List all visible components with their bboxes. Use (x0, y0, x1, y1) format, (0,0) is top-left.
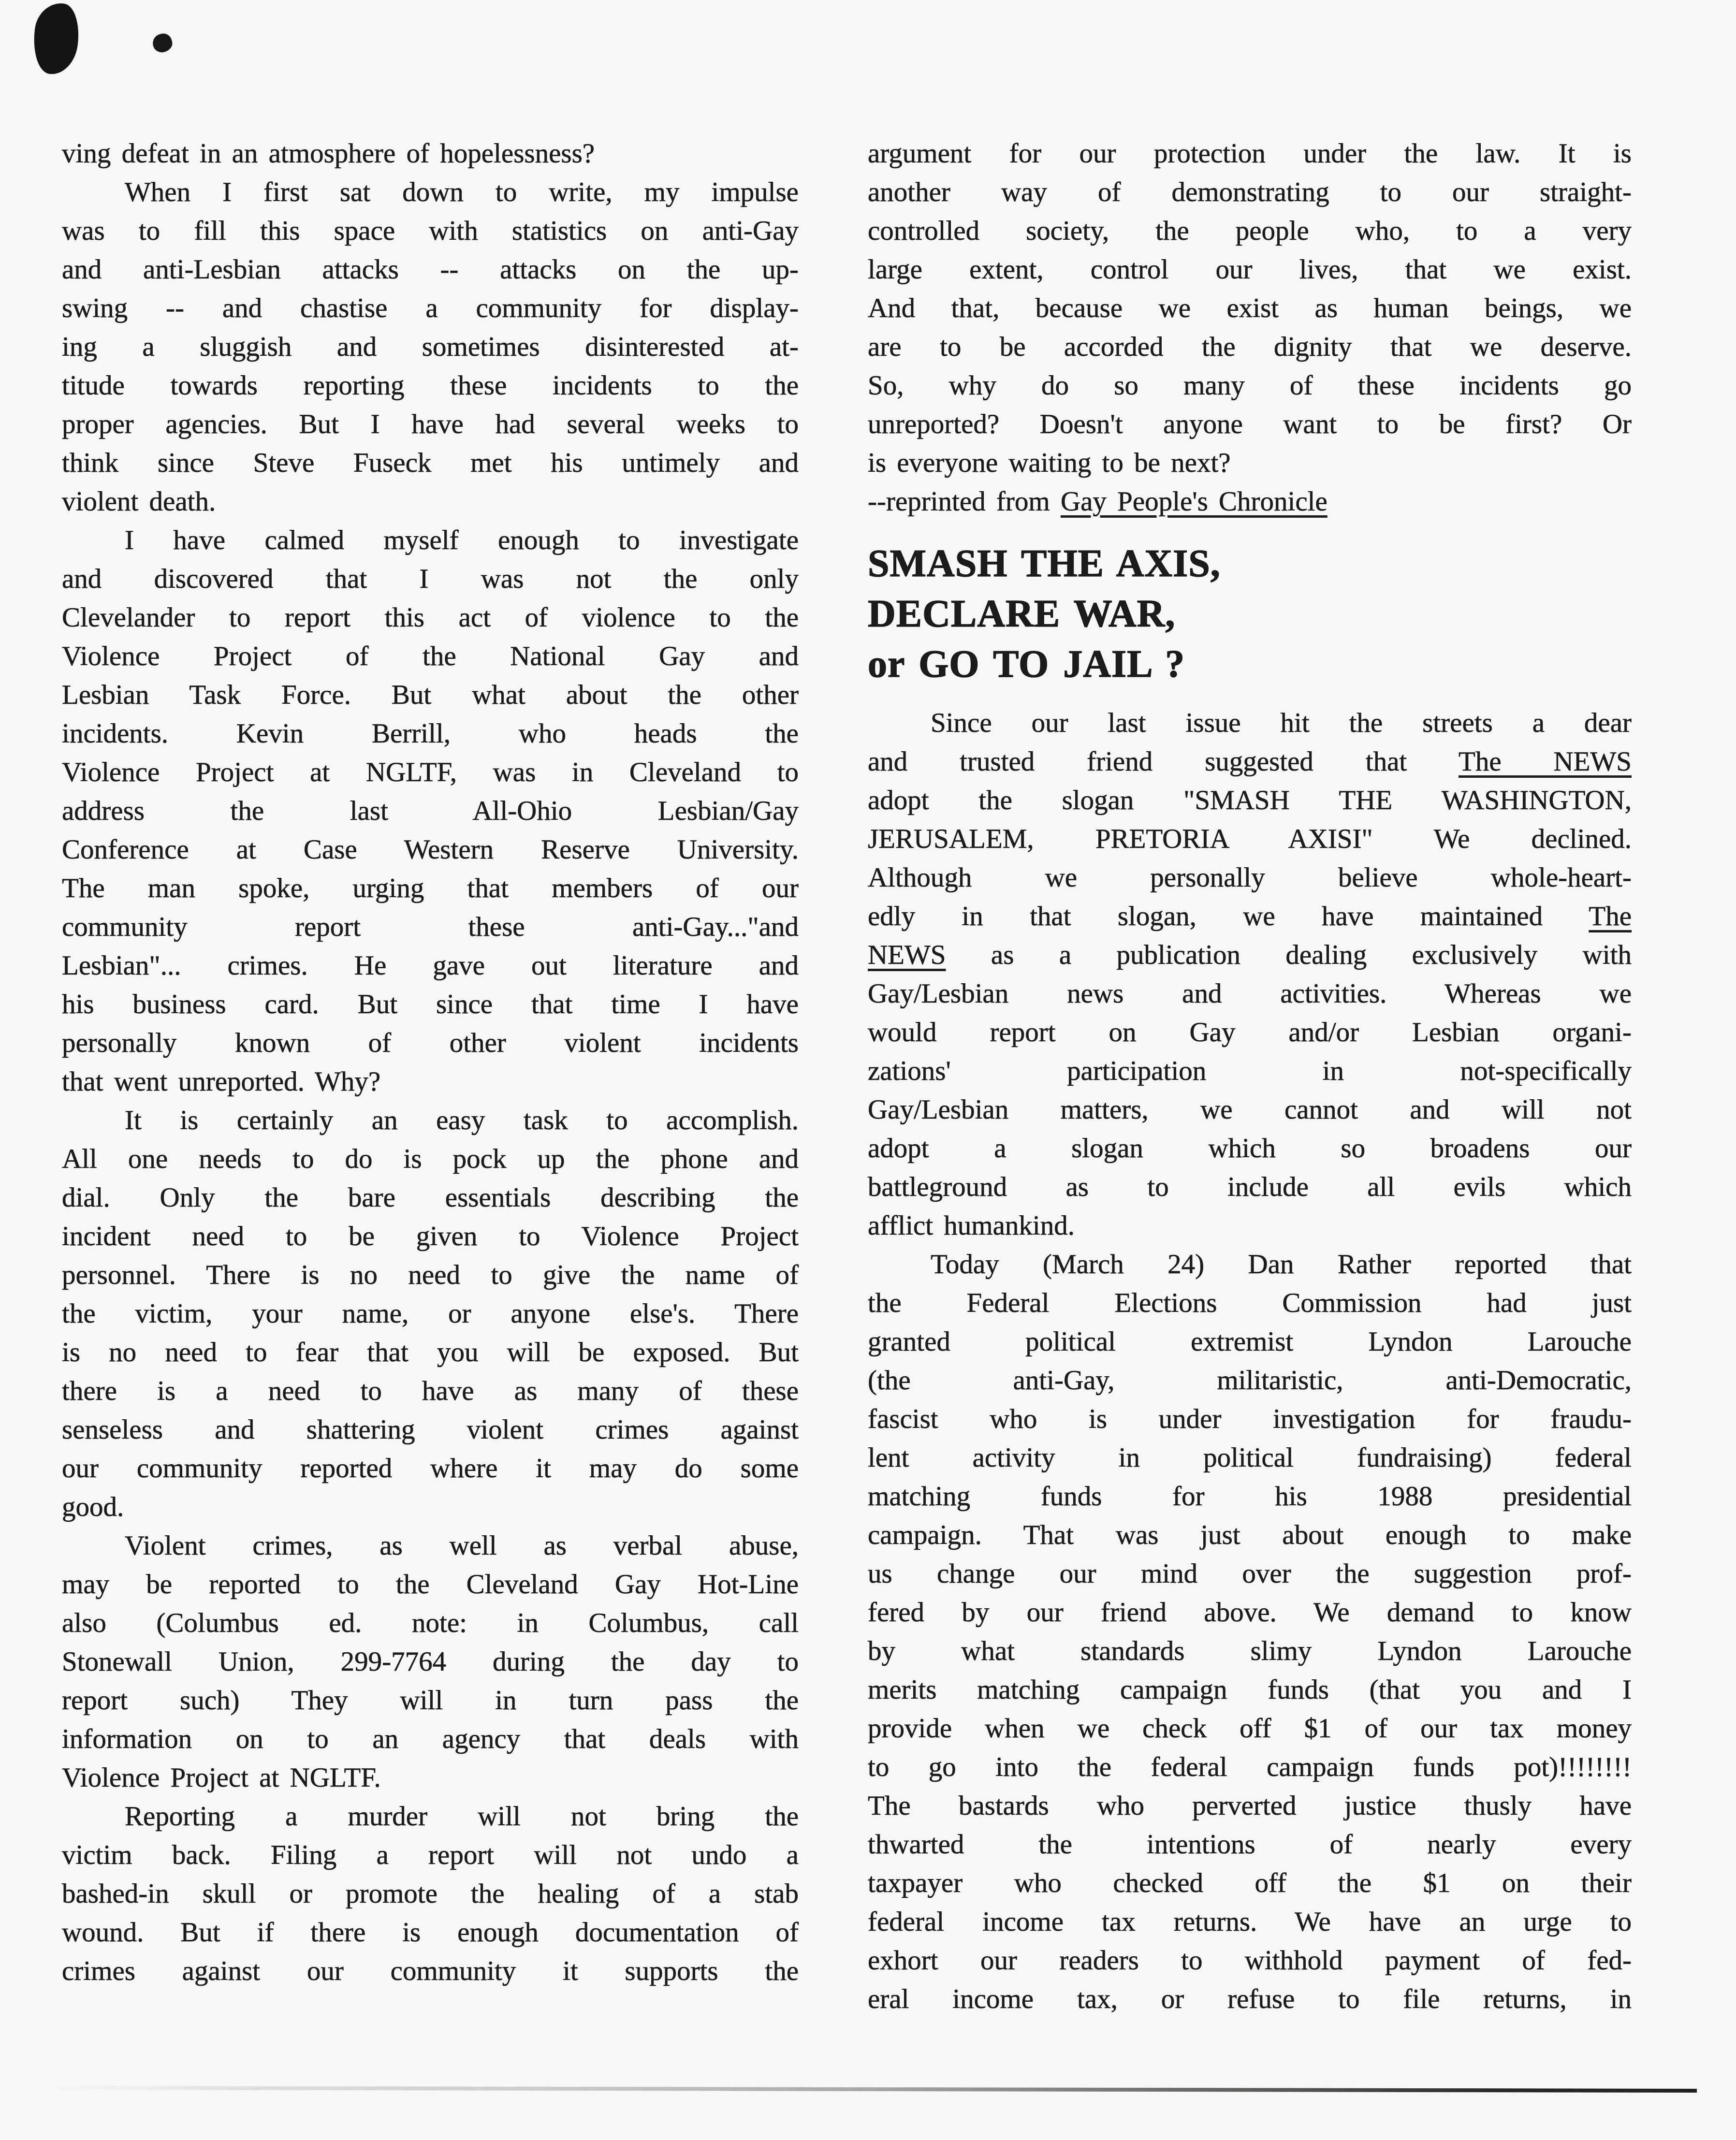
text-line: adopt a slogan which so broadens our (868, 1133, 1632, 1164)
text-line: is everyone waiting to be next? (868, 448, 1231, 478)
text-line: swing -- and chastise a community for display- (62, 293, 799, 323)
text-line: his business card. But since that time I have (62, 989, 799, 1019)
text-line: Violence Project of the National Gay and (62, 641, 799, 671)
text-line: The bastards who perverted justice thusly have (868, 1791, 1632, 1821)
text-line: So, why do so many of these incidents go (868, 370, 1632, 401)
text-line: Reporting a murder will not bring the (125, 1801, 799, 1832)
text-line: good. (62, 1492, 124, 1522)
text-line: victim back. Filing a report will not undo a (62, 1840, 799, 1870)
text-line: are to be accorded the dignity that we deserve. (868, 332, 1632, 362)
text-line: afflict humankind. (868, 1210, 1075, 1241)
right-text-column (868, 134, 1632, 2019)
left-text-column (62, 134, 799, 1991)
text-line: adopt the slogan "SMASH THE WASHINGTON, (868, 785, 1632, 815)
bottom-scan-line (53, 2086, 1697, 2093)
text-line: and discovered that I was not the only (62, 564, 799, 594)
text-line: unreported? Doesn't anyone want to be first? Or (868, 409, 1632, 439)
text-line: titude towards reporting these incidents to the (62, 370, 799, 401)
underlined-text: The (1589, 901, 1632, 932)
text-line: wound. But if there is enough documentation of (62, 1917, 799, 1948)
column-text-bottom (868, 704, 1632, 2019)
text-line: proper agencies. But I have had several weeks to (62, 409, 799, 439)
text-line: large extent, control our lives, that we exist. (868, 254, 1632, 285)
text-line: Today (March 24) Dan Rather reported that (931, 1249, 1632, 1280)
text-line: When I first sat down to write, my impulse (125, 177, 799, 207)
text-line: lent activity in political fundraising) federal (868, 1442, 1632, 1473)
text-line: fered by our friend above. We demand to know (868, 1597, 1632, 1628)
text-line: federal income tax returns. We have an urge to (868, 1907, 1632, 1937)
underlined-text: Gay People's Chronicle (1060, 486, 1328, 517)
text-line: JERUSALEM, PRETORIA AXISI" We declined. (868, 824, 1632, 854)
text-line: community report these anti-Gay..."and (62, 912, 799, 942)
text-line: exhort our readers to withhold payment of fed- (868, 1945, 1632, 1976)
text-line: by what standards slimy Lyndon Larouche (868, 1636, 1632, 1666)
text-line: report such) They will in turn pass the (62, 1685, 799, 1716)
text-line: It is certainly an easy task to accomplish. (125, 1105, 799, 1136)
text-line: Lesbian"... crimes. He gave out literature and (62, 950, 799, 981)
text-line: personally known of other violent incidents (62, 1028, 799, 1058)
text-line: thwarted the intentions of nearly every (868, 1829, 1632, 1860)
text-line: think since Steve Fuseck met his untimely and (62, 448, 799, 478)
text-line: was to fill this space with statistics on anti-Gay (62, 216, 799, 246)
text-line: ing a sluggish and sometimes disinterested at- (62, 332, 799, 362)
text-line: Lesbian Task Force. But what about the other (62, 680, 799, 710)
text-line: Gay/Lesbian news and activities. Whereas we (868, 978, 1632, 1009)
text-line: ving defeat in an atmosphere of hopelessness? (62, 138, 595, 169)
text-line: matching funds for his 1988 presidential (868, 1481, 1632, 1512)
text-line: Since our last issue hit the streets a dear (931, 708, 1632, 738)
text-line: merits matching campaign funds (that you and I (868, 1674, 1632, 1705)
text-line: dial. Only the bare essentials describing the (62, 1182, 799, 1213)
text-line: NEWS as a publication dealing exclusively with (868, 940, 1632, 970)
text-line: Although we personally believe whole-heart- (868, 862, 1632, 893)
text-line: bashed-in skull or promote the healing of a stab (62, 1878, 799, 1909)
text-line: may be reported to the Cleveland Gay Hot-Line (62, 1569, 799, 1600)
text-line: Gay/Lesbian matters, we cannot and will not (868, 1094, 1632, 1125)
text-line: Violent crimes, as well as verbal abuse, (125, 1530, 799, 1561)
text-line: taxpayer who checked off the $1 on their (868, 1868, 1632, 1898)
text-line: and trusted friend suggested that The NEWS (868, 746, 1632, 777)
text-line: granted political extremist Lyndon Larouche (868, 1326, 1632, 1357)
text-line: our community reported where it may do some (62, 1453, 799, 1484)
text-line: The man spoke, urging that members of our (62, 873, 799, 903)
text-line: personnel. There is no need to give the name of (62, 1260, 799, 1290)
text-line: us change our mind over the suggestion prof- (868, 1558, 1632, 1589)
text-line: All one needs to do is pock up the phone and (62, 1144, 799, 1174)
underlined-text: The NEWS (1459, 746, 1632, 777)
text-line: crimes against our community it supports the (62, 1956, 799, 1986)
text-line: Stonewall Union, 299-7764 during the day to (62, 1646, 799, 1677)
ink-smudge-large (29, 0, 82, 77)
text-line: Conference at Case Western Reserve University. (62, 834, 799, 865)
text-line: the victim, your name, or anyone else's. There (62, 1298, 799, 1329)
text-line: argument for our protection under the law. It is (868, 138, 1632, 169)
text-line: SMASH THE AXIS, (868, 542, 1221, 585)
text-line: zations' participation in not-specifically (868, 1056, 1632, 1086)
underlined-text: NEWS (868, 940, 946, 970)
text-line: campaign. That was just about enough to make (868, 1520, 1632, 1550)
text-line: and anti-Lesbian attacks -- attacks on the up- (62, 254, 799, 285)
text-line: (the anti-Gay, militaristic, anti-Democratic, (868, 1365, 1632, 1396)
text-line: fascist who is under investigation for fraudu- (868, 1404, 1632, 1434)
text-line: would report on Gay and/or Lesbian organi- (868, 1017, 1632, 1048)
text-line: there is a need to have as many of these (62, 1376, 799, 1406)
article-heading (868, 539, 1632, 689)
text-line: eral income tax, or refuse to file returns, in (868, 1984, 1632, 2014)
text-line: the Federal Elections Commission had just (868, 1288, 1632, 1318)
text-line: Clevelander to report this act of violence to the (62, 602, 799, 633)
ink-smudge-small (151, 32, 174, 55)
text-line: information on to an agency that deals with (62, 1724, 799, 1754)
text-line: I have calmed myself enough to investigate (125, 525, 799, 555)
text-line: --reprinted from Gay People's Chronicle (868, 486, 1328, 517)
text-line: Violence Project at NGLTF, was in Cleveland to (62, 757, 799, 787)
text-line: controlled society, the people who, to a very (868, 216, 1632, 246)
text-line: senseless and shattering violent crimes against (62, 1414, 799, 1445)
text-line: Violence Project at NGLTF. (62, 1762, 381, 1793)
text-line: address the last All-Ohio Lesbian/Gay (62, 796, 799, 826)
text-line: also (Columbus ed. note: in Columbus, call (62, 1608, 799, 1638)
text-line: provide when we check off $1 of our tax money (868, 1713, 1632, 1744)
text-line: incident need to be given to Violence Project (62, 1221, 799, 1252)
column-text-top (868, 134, 1632, 521)
text-line: is no need to fear that you will be exposed. But (62, 1337, 799, 1368)
text-line: battleground as to include all evils which (868, 1172, 1632, 1202)
text-line: violent death. (62, 486, 216, 517)
text-line: incidents. Kevin Berrill, who heads the (62, 718, 799, 749)
text-line: to go into the federal campaign funds pot)!!!!!!!! (868, 1752, 1632, 1782)
text-line: And that, because we exist as human beings, we (868, 293, 1632, 323)
text-line: or GO TO JAIL ? (868, 643, 1185, 685)
text-line: edly in that slogan, we have maintained The (868, 901, 1632, 932)
text-line: DECLARE WAR, (868, 593, 1176, 635)
text-line: another way of demonstrating to our straight- (868, 177, 1632, 207)
text-line: that went unreported. Why? (62, 1066, 381, 1097)
